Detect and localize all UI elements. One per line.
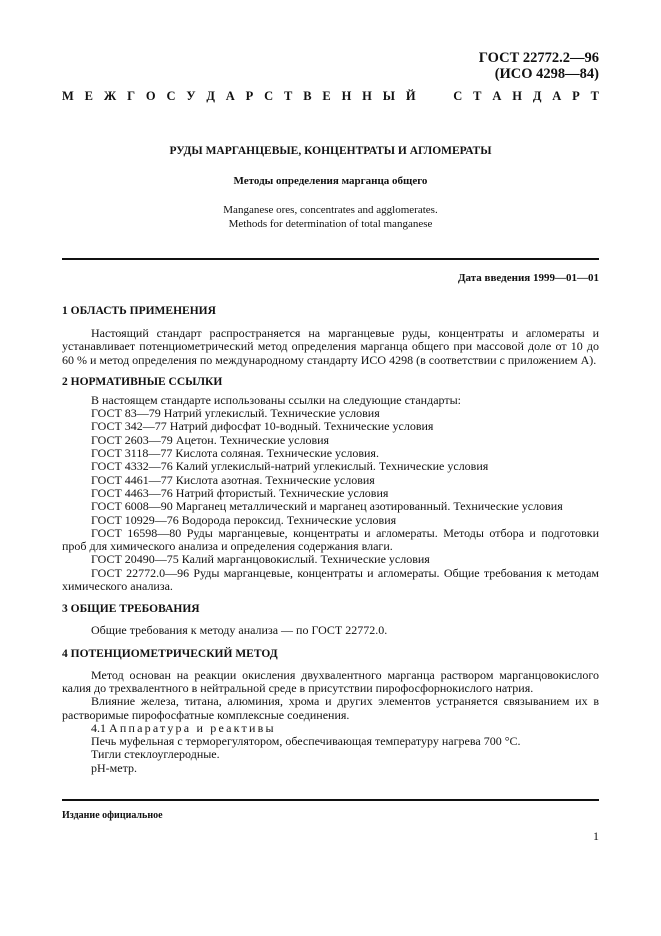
reference-item: ГОСТ 6008—90 Марганец металлический и марганец азотированный. Технические условия xyxy=(91,499,563,514)
document-subtitle: Методы определения марганца общего xyxy=(233,175,428,187)
section-paragraph: Общие требования к методу анализа — по ГОСТ 22772.0. xyxy=(91,623,388,638)
reference-item: ГОСТ 10929—76 Водорода пероксид. Технические условия xyxy=(91,512,397,527)
section-paragraph: Настоящий стандарт распространяется на марганцевые руды, концентраты и агломераты и устанавливает потенциометрический метод определения марганца общего при массовой доле от 10 до 60 % и метод определения по международному стандарту ИСО 4298 (в соответствии с приложением А). xyxy=(62,326,599,367)
section-heading: 3 ОБЩИЕ ТРЕБОВАНИЯ xyxy=(62,603,200,616)
banner-letter: А xyxy=(552,89,562,103)
standard-code-iso: (ИСО 4298—84) xyxy=(494,66,599,82)
english-title-line: Manganese ores, concentrates and agglomerates. xyxy=(223,204,438,216)
reference-item: ГОСТ 3118—77 Кислота соляная. Технические условия. xyxy=(91,446,379,461)
equipment-item: Тигли стеклоуглеродные. xyxy=(91,747,220,762)
reference-item: ГОСТ 342—77 Натрий дифосфат 10-водный. Технические условия xyxy=(91,419,434,434)
banner-letter: Г xyxy=(127,89,136,103)
page-number: 1 xyxy=(593,829,599,843)
equipment-item: рН-метр. xyxy=(91,760,137,775)
banner-letter: Т xyxy=(284,89,293,103)
section-heading: 4 ПОТЕНЦИОМЕТРИЧЕСКИЙ МЕТОД xyxy=(62,647,278,660)
banner-letter: О xyxy=(145,89,156,103)
banner-letter: Т xyxy=(473,89,482,103)
banner-letter: Ж xyxy=(103,89,117,103)
banner-letter: Й xyxy=(405,89,416,103)
english-title-line: Methods for determination of total manganese xyxy=(228,218,433,230)
section-paragraph: Влияние железа, титана, алюминия, хрома и других элементов устраняется связыванием их в растворимые пирофосфатные комплексные соединения. xyxy=(62,694,599,722)
banner-letter: У xyxy=(186,89,196,103)
reference-item: ГОСТ 16598—80 Руды марганцевые, концентраты и агломераты. Методы отбора и подготовки проб для химического анализа и определения содержания влаги. xyxy=(62,525,599,554)
document-title: РУДЫ МАРГАНЦЕВЫЕ, КОНЦЕНТРАТЫ И АГЛОМЕРАТЫ xyxy=(169,145,492,157)
document-body xyxy=(62,304,599,775)
standard-code-gost: ГОСТ 22772.2—96 xyxy=(478,50,599,66)
banner-letter: А xyxy=(492,89,502,103)
banner-letter: С xyxy=(166,89,176,103)
banner-letter: Р xyxy=(572,89,580,103)
standard-code xyxy=(479,50,599,82)
banner-letter: Ы xyxy=(382,89,396,103)
references-intro: В настоящем стандарте использованы ссылки на следующие стандарты: xyxy=(91,392,462,407)
introduction-date: Дата введения 1999—01—01 xyxy=(457,272,599,284)
reference-item: ГОСТ 4332—76 Калий углекислый-натрий углекислый. Технические условия xyxy=(91,459,489,474)
banner-letter: Е xyxy=(84,89,93,103)
interstate-standard-banner xyxy=(62,90,599,103)
references-list xyxy=(62,394,599,593)
banner-letter: В xyxy=(303,89,312,103)
banner-letter: Е xyxy=(322,89,331,103)
reference-item: ГОСТ 4463—76 Натрий фтористый. Технические условия xyxy=(91,485,389,500)
reference-item: ГОСТ 22772.0—96 Руды марганцевые, концентраты и агломераты. Общие требования к методам химического анализа. xyxy=(62,565,599,594)
banner-letter: А xyxy=(225,89,235,103)
section-heading: 1 ОБЛАСТЬ ПРИМЕНЕНИЯ xyxy=(62,305,216,317)
footer-rule xyxy=(62,799,599,801)
reference-item: ГОСТ 20490—75 Калий марганцовокислый. Технические условия xyxy=(91,552,430,567)
header-rule xyxy=(62,258,599,260)
reference-item: ГОСТ 83—79 Натрий углекислый. Технические условия xyxy=(91,406,380,421)
banner-letter: Д xyxy=(532,89,542,103)
subsection-heading xyxy=(62,722,599,735)
banner-letter: С xyxy=(264,89,274,103)
section-heading: 2 НОРМАТИВНЫЕ ССЫЛКИ xyxy=(62,375,223,388)
equipment-item: Печь муфельная с терморегулятором, обеспечивающая температуру нагрева 700 °С. xyxy=(91,734,521,749)
banner-letter: Н xyxy=(362,89,372,103)
banner-letter: Р xyxy=(245,89,254,103)
banner-letter: Т xyxy=(590,89,599,103)
subsection-title: Аппаратура и реактивы xyxy=(109,720,276,735)
banner-letter: Д xyxy=(206,89,215,103)
banner-letter: Н xyxy=(341,89,352,103)
banner-letter: М xyxy=(62,89,74,103)
banner-letter: С xyxy=(453,89,463,103)
reference-item: ГОСТ 4461—77 Кислота азотная. Технические условия xyxy=(91,472,375,487)
banner-letter: Н xyxy=(512,89,522,103)
official-edition-label: Издание официальное xyxy=(62,810,163,821)
english-title xyxy=(62,203,599,231)
subsection-number: 4.1 xyxy=(91,720,106,735)
reference-item: ГОСТ 2603—79 Ацетон. Технические условия xyxy=(91,432,330,447)
section-paragraph: Метод основан на реакции окисления двухвалентного марганца раствором марганцовокислого калия до трехвалентного в нейтральной среде в присутствии пирофосфорнокислого натрия. xyxy=(62,667,599,695)
